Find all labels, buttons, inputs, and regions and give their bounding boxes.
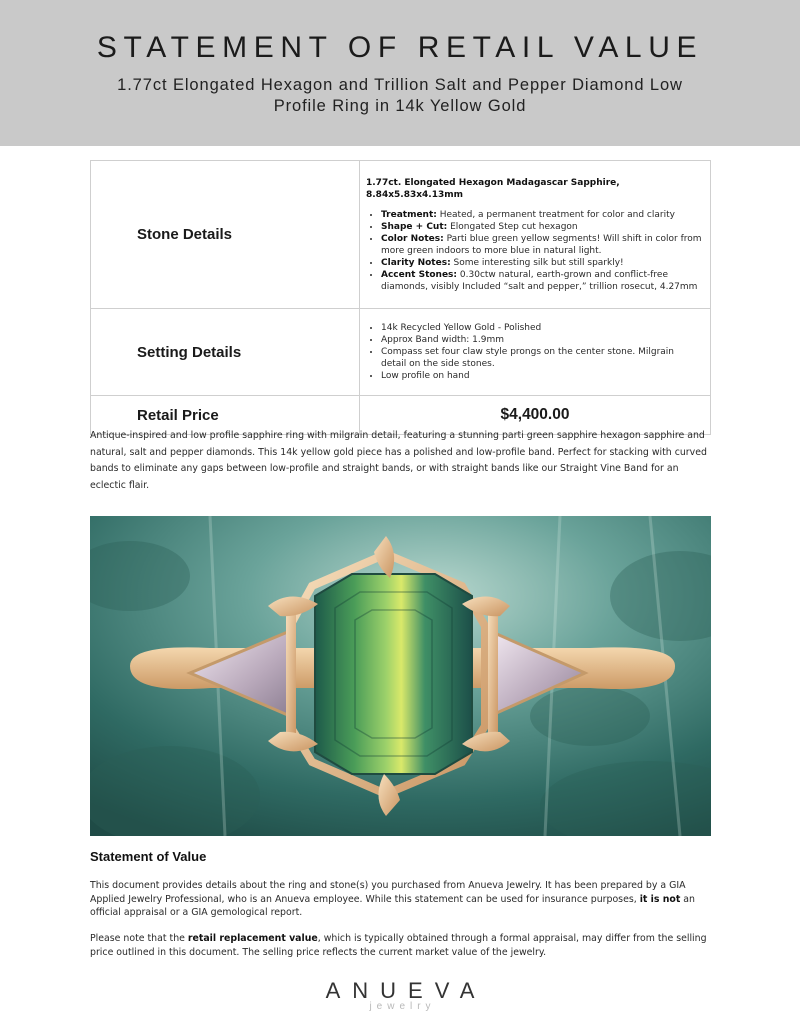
list-item-key: Treatment: xyxy=(381,209,437,220)
stone-details-list xyxy=(366,209,702,293)
anueva-logo xyxy=(300,978,500,1012)
details-table xyxy=(90,160,711,435)
list-item-key: Clarity Notes: xyxy=(381,257,451,268)
list-item-key: Color Notes: xyxy=(381,233,444,244)
list-item: • Approx Band width: 1.9mm xyxy=(381,334,702,346)
document-title: STATEMENT OF RETAIL VALUE xyxy=(96,31,704,64)
list-item xyxy=(381,209,702,221)
logo-wordmark: ANUEVA xyxy=(325,978,487,1003)
retail-price-label: Retail Price xyxy=(91,396,360,435)
setting-details-label: Setting Details xyxy=(91,309,360,396)
paragraph-text: , which is typically obtained through a formal appraisal, may differ from the selling price outlined in this document. The selling price reflects the current market value of the jewelry. xyxy=(90,933,707,958)
list-item-value: Some interesting silk but still sparkly! xyxy=(453,257,624,268)
list-item-value: 0.30ctw natural, earth-grown and conflict-free diamonds, visibly Included “salt and pepper,” trillion rosecut, 4.27mm xyxy=(381,269,698,292)
setting-details-cell xyxy=(360,309,711,396)
list-item-key: Shape + Cut: xyxy=(381,221,448,232)
list-item-value: Heated, a permanent treatment for color and clarity xyxy=(439,209,675,220)
paragraph-text: an official appraisal or a GIA gemological report. xyxy=(90,893,695,919)
list-item-key: Accent Stones: xyxy=(381,269,458,280)
stone-details-cell xyxy=(360,161,711,309)
paragraph-emphasis: it is not xyxy=(639,893,681,905)
list-item xyxy=(381,233,702,257)
paragraph-text: Please note that the xyxy=(90,933,188,944)
statement-of-value-title: Statement of Value xyxy=(90,849,207,864)
list-item: • 14k Recycled Yellow Gold - Polished xyxy=(381,322,702,334)
statement-paragraph-2 xyxy=(90,932,712,959)
setting-details-list xyxy=(366,322,702,382)
ring-photo xyxy=(90,516,711,836)
retail-price-value: $4,400.00 xyxy=(360,396,711,435)
stone-title: 1.77ct. Elongated Hexagon Madagascar Sapphire, 8.84x5.83x4.13mm xyxy=(366,177,620,200)
paragraph-emphasis: retail replacement value xyxy=(187,933,318,944)
product-description: Antique-inspired and low profile sapphire ring with milgrain detail, featuring a stunning parti green sapphire hexagon sapphire and natural, salt and pepper diamonds. This 14k yellow gold piece has a polished and low-profile band. Perfect for stacking with curved bands to eliminate any gaps between low-profile and straight bands, or with straight bands like our Straight Vine Band for an eclectic flair. xyxy=(90,430,707,491)
logo-tagline: jewelry xyxy=(369,1001,436,1012)
statement-paragraph-1 xyxy=(90,879,712,920)
header-banner xyxy=(0,0,800,146)
stone-details-row xyxy=(91,161,711,309)
paragraph-text: This document provides details about the ring and stone(s) you purchased from Anueva Jewelry. It has been prepared by a GIA Applied Jewelry Professional, who is an Anueva employee. While this statement can be used for insurance purposes, xyxy=(90,880,686,905)
list-item xyxy=(381,257,702,269)
list-item: • Compass set four claw style prongs on the center stone. Milgrain detail on the side stones. xyxy=(381,346,702,370)
stone-details-label: Stone Details xyxy=(91,161,360,309)
list-item xyxy=(381,221,702,233)
list-item: • Low profile on hand xyxy=(381,370,702,382)
document-subtitle: 1.77ct Elongated Hexagon and Trillion Salt and Pepper Diamond Low Profile Ring in 14k Yellow Gold xyxy=(117,76,683,115)
list-item xyxy=(381,269,702,293)
list-item-value: Elongated Step cut hexagon xyxy=(450,221,578,232)
list-item-value: Parti blue green yellow segments! Will shift in color from more green indoors to more blue in natural light. xyxy=(381,233,702,256)
setting-details-row xyxy=(91,309,711,396)
